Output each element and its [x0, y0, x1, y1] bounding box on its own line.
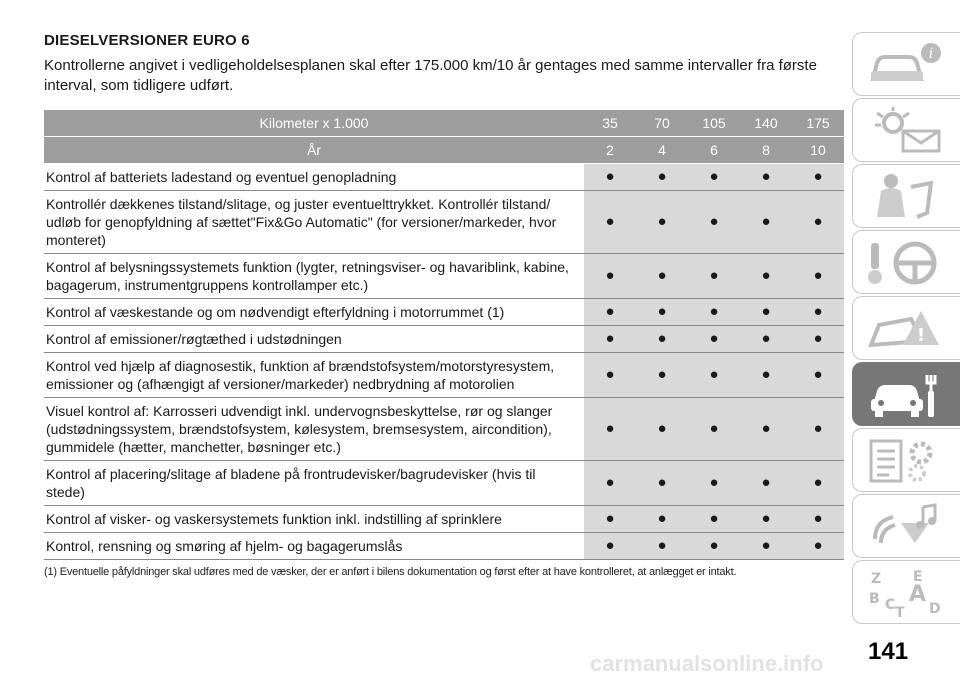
- maintenance-table: [44, 110, 844, 560]
- svg-text:!: !: [916, 325, 926, 346]
- interval-dot: ●: [792, 533, 844, 560]
- interval-dot: ●: [792, 506, 844, 533]
- year-header: År: [44, 137, 584, 164]
- tab-safety[interactable]: [852, 164, 960, 228]
- year-value: 8: [740, 137, 792, 164]
- table-row: [44, 353, 844, 398]
- km-value: 70: [636, 110, 688, 137]
- task-description: Kontrollér dækkenes tilstand/slitage, og juster eventuelttrykket. Kontrollér tilstand/ udløb for genopfyldning af sættet"Fix&Go Automatic" (for versioner/markeder, hvor monteret): [44, 191, 584, 254]
- interval-dot: ●: [636, 164, 688, 191]
- table-row: [44, 398, 844, 461]
- technical-data-icon: [867, 437, 947, 485]
- interval-dot: ●: [636, 191, 688, 254]
- interval-dot: ●: [636, 461, 688, 506]
- task-description: Kontrol af væskestande og om nødvendigt efterfyldning i motorrummet (1): [44, 299, 584, 326]
- maintenance-icon: [867, 371, 947, 419]
- task-description: Kontrol af placering/slitage af bladene på frontrudevisker/bagrudevisker (hvis til stede): [44, 461, 584, 506]
- interval-dot: ●: [584, 191, 636, 254]
- km-header: Kilometer x 1.000: [44, 110, 584, 137]
- svg-text:E: E: [913, 569, 923, 585]
- car-info-icon: [867, 41, 947, 89]
- svg-text:D: D: [929, 601, 941, 617]
- interval-dot: ●: [584, 254, 636, 299]
- interval-dot: ●: [636, 506, 688, 533]
- interval-dot: ●: [792, 461, 844, 506]
- interval-dot: ●: [740, 164, 792, 191]
- svg-text:B: B: [869, 591, 880, 607]
- table-row: [44, 533, 844, 560]
- table-row: [44, 299, 844, 326]
- interval-dot: ●: [688, 506, 740, 533]
- interval-dot: ●: [584, 164, 636, 191]
- interval-dot: ●: [688, 191, 740, 254]
- interval-dot: ●: [740, 461, 792, 506]
- tab-maintenance[interactable]: [852, 362, 960, 426]
- interval-dot: ●: [688, 299, 740, 326]
- km-value: 105: [688, 110, 740, 137]
- interval-dot: ●: [688, 461, 740, 506]
- interval-dot: ●: [584, 533, 636, 560]
- interval-dot: ●: [636, 353, 688, 398]
- interval-dot: ●: [688, 326, 740, 353]
- interval-dot: ●: [584, 398, 636, 461]
- table-row: [44, 164, 844, 191]
- index-icon: [867, 569, 947, 617]
- year-value: 6: [688, 137, 740, 164]
- starting-driving-icon: [867, 239, 947, 287]
- interval-dot: ●: [688, 398, 740, 461]
- task-description: Visuel kontrol af: Karrosseri udvendigt inkl. undervognsbeskyttelse, rør og slanger (udstødningssystem, brændstofsystem, kølesystem, bremsesystem, aircondition), gummidele (hætter, manchetter, bøsninger etc.): [44, 398, 584, 461]
- interval-dot: ●: [584, 326, 636, 353]
- svg-text:i: i: [928, 46, 934, 62]
- warning-lights-icon: [867, 107, 947, 155]
- year-header-row: [44, 137, 844, 164]
- interval-dot: ●: [792, 254, 844, 299]
- interval-dot: ●: [792, 398, 844, 461]
- interval-dot: ●: [792, 164, 844, 191]
- km-header-row: [44, 110, 844, 137]
- safety-icon: [867, 173, 947, 221]
- tab-car-info[interactable]: [852, 32, 960, 96]
- task-description: Kontrol af emissioner/røgtæthed i udstødningen: [44, 326, 584, 353]
- page-content: [44, 32, 844, 578]
- year-value: 4: [636, 137, 688, 164]
- interval-dot: ●: [792, 191, 844, 254]
- interval-dot: ●: [636, 254, 688, 299]
- svg-text:Z: Z: [871, 571, 882, 587]
- km-value: 140: [740, 110, 792, 137]
- interval-dot: ●: [740, 299, 792, 326]
- interval-dot: ●: [740, 398, 792, 461]
- interval-dot: ●: [584, 506, 636, 533]
- interval-dot: ●: [584, 353, 636, 398]
- svg-text:T: T: [895, 605, 905, 617]
- page-number: 141: [868, 638, 909, 665]
- table-row: [44, 326, 844, 353]
- task-description: Kontrol ved hjælp af diagnosestik, funktion af brændstofsystem/motorstyresystem, emissioner og (afhængigt af versioner/markeder) nedbrydning af motorolien: [44, 353, 584, 398]
- interval-dot: ●: [688, 164, 740, 191]
- interval-dot: ●: [740, 506, 792, 533]
- table-row: [44, 461, 844, 506]
- km-value: 35: [584, 110, 636, 137]
- interval-dot: ●: [636, 398, 688, 461]
- svg-text:C: C: [885, 597, 896, 613]
- table-row: [44, 191, 844, 254]
- interval-dot: ●: [740, 353, 792, 398]
- footnote: (1) Eventuelle påfyldninger skal udføres med de væsker, der er anført i bilens dokumentation og først efter at have kontrolleret, at anlægget er intakt.: [44, 566, 737, 578]
- interval-dot: ●: [792, 353, 844, 398]
- tab-emergency[interactable]: [852, 296, 960, 360]
- tab-multimedia[interactable]: [852, 494, 960, 558]
- emergency-icon: [867, 305, 947, 353]
- interval-dot: ●: [688, 533, 740, 560]
- km-value: 175: [792, 110, 844, 137]
- chapter-sidebar: [852, 32, 960, 632]
- interval-dot: ●: [636, 533, 688, 560]
- svg-text:A: A: [909, 582, 927, 607]
- interval-dot: ●: [740, 191, 792, 254]
- multimedia-icon: [867, 503, 947, 551]
- section-title: DIESELVERSIONER EURO 6: [44, 32, 250, 49]
- task-description: Kontrol af belysningssystemets funktion (lygter, retningsviser- og havariblink, kabine, bagagerum, instrumentgruppens kontrollamper etc.): [44, 254, 584, 299]
- interval-dot: ●: [584, 461, 636, 506]
- interval-dot: ●: [636, 326, 688, 353]
- interval-dot: ●: [740, 533, 792, 560]
- interval-dot: ●: [584, 299, 636, 326]
- tab-starting-driving[interactable]: [852, 230, 960, 294]
- interval-dot: ●: [792, 326, 844, 353]
- year-value: 10: [792, 137, 844, 164]
- interval-dot: ●: [636, 299, 688, 326]
- watermark: carmanualsonline.info: [590, 651, 824, 676]
- interval-dot: ●: [688, 353, 740, 398]
- interval-dot: ●: [740, 326, 792, 353]
- tab-warning-lights[interactable]: [852, 98, 960, 162]
- interval-dot: ●: [740, 254, 792, 299]
- interval-dot: ●: [688, 254, 740, 299]
- intro-text: Kontrollerne angivet i vedligeholdelsesplanen skal efter 175.000 km/10 år gentages med samme intervaller fra første interval, som tidligere udført.: [44, 57, 817, 94]
- tab-technical-data[interactable]: [852, 428, 960, 492]
- task-description: Kontrol af visker- og vaskersystemets funktion inkl. indstilling af sprinklere: [44, 506, 584, 533]
- task-description: Kontrol af batteriets ladestand og eventuel genopladning: [44, 164, 584, 191]
- year-value: 2: [584, 137, 636, 164]
- task-description: Kontrol, rensning og smøring af hjelm- og bagagerumslås: [44, 533, 584, 560]
- table-row: [44, 506, 844, 533]
- table-row: [44, 254, 844, 299]
- tab-index[interactable]: [852, 560, 960, 624]
- interval-dot: ●: [792, 299, 844, 326]
